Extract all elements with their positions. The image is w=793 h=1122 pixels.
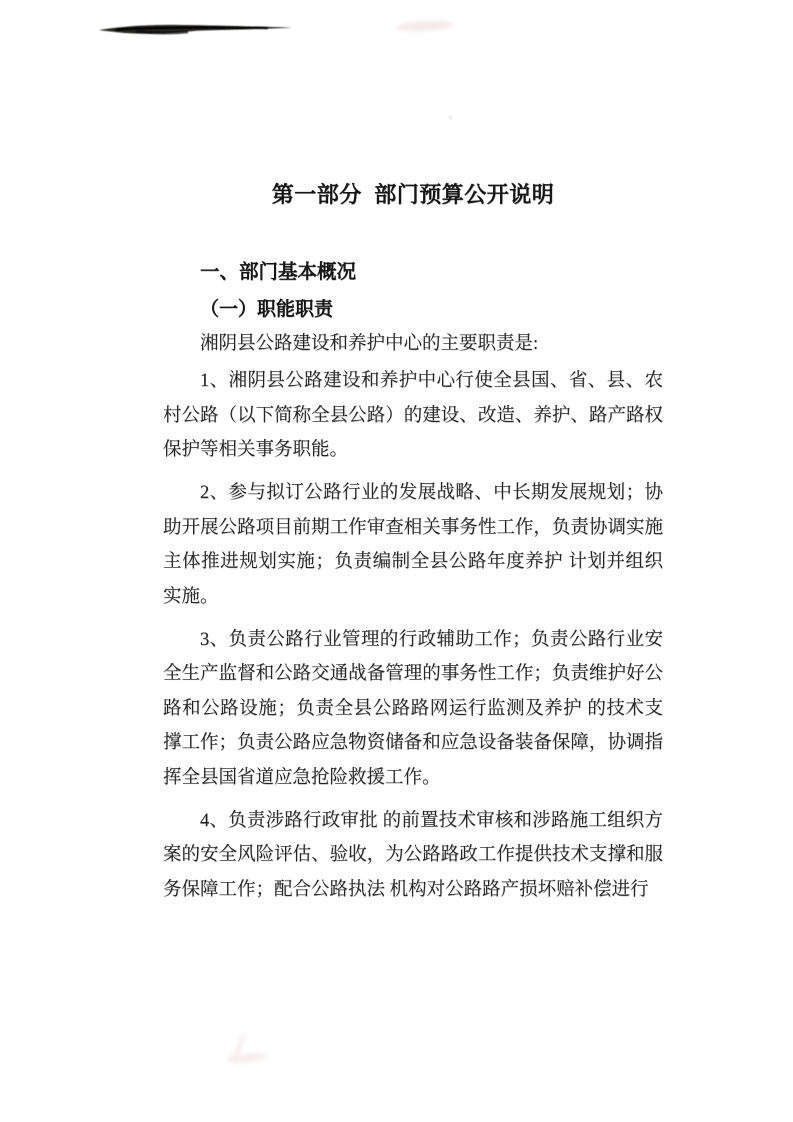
paragraph-3: 3、负责公路行业管理的行政辅助工作；负责公路行业安全生产监督和公路交通战备管理的事务性工作；负责维护好公路和公路设施；负责全县公路路网运行监测及养护 的技术支撑工作；负责公路应急物资储备和应急设备装备保障，协调指挥全县国省道应急抢险救援工作。 [163, 629, 663, 788]
faint-stain-bottom [226, 1052, 269, 1064]
paragraph-4: 4、负责涉路行政审批 的前置技术审核和涉路施工组织方案的安全风险评估、验收，为公路路政工作提供技术支撑和服务保障工作；配合公路执法 机构对公路路产损坏赔补偿进行 [163, 810, 663, 900]
paragraph-1: 1、湘阴县公路建设和养护中心行使全县国、省、县、农村公路（以下简称全县公路）的建设、改造、养护、路产路权保护等相关事务职能。 [163, 371, 663, 460]
intro-line: 湘阴县公路建设和养护中心的主要职责是: [200, 334, 539, 354]
faint-stain-bottom [231, 1032, 247, 1061]
faint-stain-top [397, 20, 453, 33]
section-heading: 一、部门基本概况 [200, 261, 357, 283]
ink-smudge-mark [96, 15, 298, 43]
document-title: 第一部分 部门预算公开说明 [271, 182, 555, 207]
document-body [163, 177, 663, 907]
subsection-heading: （一）职能职责 [200, 299, 334, 320]
ink-smudge-icon [96, 15, 298, 43]
paragraph-2: 2、参与拟订公路行业的发展战略、中长期发展规划；协助开展公路项目前期工作审查相关事务性工作，负责协调实施主体推进规划实施；负责编制全县公路年度养护 计划并组织实施。 [163, 483, 663, 607]
speck-artifact [449, 116, 452, 119]
